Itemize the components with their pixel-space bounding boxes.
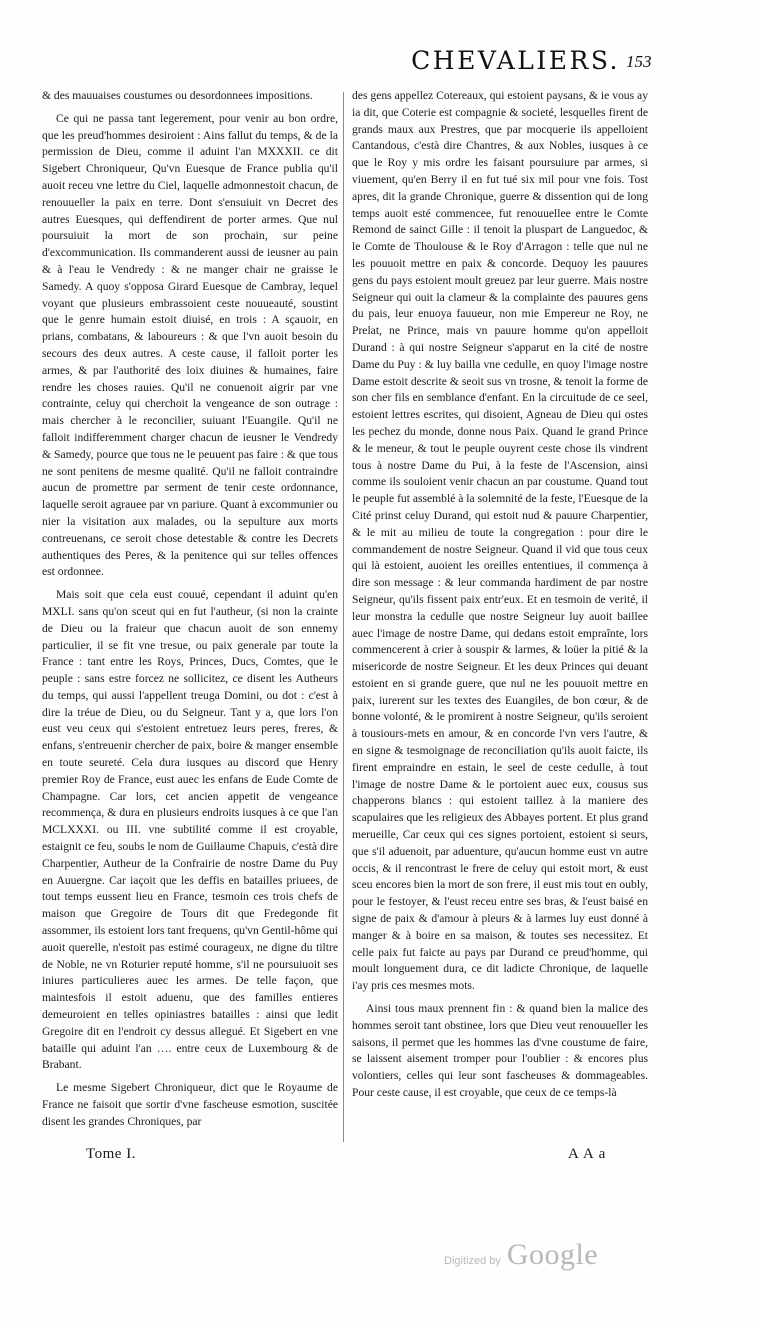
paragraph: des gens appellez Cotereaux, qui estoient paysans, & ie vous ay ia dit, que Coterie est compagnie & societé, lesquelles firent de grands maux aux Prestres, que par mocquerie ils appelloient Cantandous, c'està dire Chantres, & aux Nobles, iusques à ce que le Roy y mis ordre les faisant poursuiure par armes, si viuement, qu'en Berry il en fut tué six mil pour vne fois. Tost apres, dit la grande Chronique, guerre & dissention qui de long temps auoit esté commencee, fut renouuellee entre le Comte Remond de sainct Gille : il tenoit la pluspart de Languedoc, & le Comte de Thoulouse & le Roy d'Arragon : telle que nul ne les pouuoit mettre en paix & concorde. Dequoy les pauures gens du pays estoient moult greuez par leur guerre. Mais nostre Seigneur qui ouit la clameur & la complainte des pauures gens du pais, leur enuoya fauueur, non mie Empereur ne Roy, ne Prelat, ne Prince, mais vn pauure homme qu'on appelloit Durand : à qui nostre Seigneur s'apparut en la cité de nostre Dame du Puy : & luy bailla vne cedulle, en quoy l'image nostre Dame estoit descrite & seoit sus vn trosne, & tenoit la forme de son cher fils en semblance d'enfant. En la circuitude de ce seel, estoient lettres escrites, qui disoient, Agneau de Dieu qui ostes les pechez du monde, donne nous Paix. Quand le grand Prince & le meneur, & tout le peuple ouyrent ceste chose ils vindrent tous à nostre Dame du Pui, à la feste de l'Ascension, ainsi comme ils souloient venir chacun an par coustume. Quand tout le peuple fut assemblé à la solemnité de la feste, l'Euesque de la Cité prinst celuy Durand, qui estoit nud & pauure Charpentier, & le mit au milieu de toute la congregation : pour dire le commandement de nostre Seigneur. Quand il vid que tous ceux qui là estoient, auoient les oreilles ententiues, il commença à dire son message : & leur commanda hardiment de par nostre Seigneur, qu'ils fissent paix entr'eux. Et en tesmoin de verité, il leur monstra la cedulle que nostre Seigneur luy auoit baillee auec l'image de nostre Dame, qui dedans estoit empraînte, lors commencerent à crier à souspir & larmes, & loüer la pitié & la misericorde de nostre Seigneur. Et les deux Princes qui deuant estoient en si grande guere, que nul ne les pouuoit mettre en paix, iurerent sur les textes des Euangiles, de bon cœur, & de bonne volonté, & le promirent à nostre Seigneur, qu'ils seroient à tousiours-mets en amour, & en concorde l'vn vers l'autre, & en signe & tesmoignage de reconciliation qu'ils auoit faicte, ils firent empraindre en estain, le seel de ceste cedulle, à tout l'image de nostre Dame & le portoient auec eux, cousus sus chapperons blancs : qui estoient taillez à la maniere des scapulaires que les religieux des Abbayes portent. Et plus grand merueille, Car ceux qui ces signes portoient, estoient si seurs, que s'il aduenoit, par aduenture, qu'aucun homme eust vn autre occis, & il rencontrast le frere de celuy qui estoit mort, & eust sceu encores bien la mort de son frere, il eust mis tout en oubly, pour le festoyer, & l'eust receu entre ses bras, & l'eust baisé en signe de paix & d'amour à pleurs & à larmes luy eust donné à manger & à boire en sa maison, & toutes ses necessitez. Et celle paix fut faicte au pays par Durand ce preud'homme, qui moult longuement dura, ce dit ladicte Chronique, de laquelle i'ay pris ces mesmes mots. <box>352 89 649 993</box>
paragraph: Ce qui ne passa tant legerement, pour venir au bon ordre, que les preud'hommes desiroient : Ains fallut du temps, & de la permission de Dieu, comme il aduint l'an MXXXII. ce dit Sigebert Chroniqueur, Qu'vn Euesque de France publia qu'il auoit receu vne lettre du Ciel, laquelle admonnestoit chacun, de renouueller la paix en terre. Dont s'ensuiuit vn Decret des autres Euesques, qui deffendirent de porter armes. Que nul poursuiuit la mort de son prochain, sur peine d'excommunication. Ils commanderent aussi de ieusner au pain & à l'eau le Vendredy : & ne manger chair ne graisse le Samedy. A quoy s'opposa Girard Euesque de Cambray, lequel voyant que plusieurs embrassoient ceste nouueauté, soustint que le genre humain estoit diuisé, en trois : A sçauoir, en prians, combatans, & laboureurs : & que l'vn auoit besoin du secours des deux autres. A ceste cause, il falloit porter les armes, & par l'authorité des loix diuines & humaines, faire rendre les choses rauies. Qu'il ne conuenoit aigrir par vne contrainte, celuy qui cherchoit la vengeance de son outrage : mais chercher à le reconcilier, suiuant l'Euangile. Qu'il ne falloit indifferemment charger chacun de ieusner le Vendredy & Samedy, pource que tous ne le peuuent pas faire : & que tous ne sont penitens de mesme qualité. Qu'il ne falloit contraindre aucun de promettre par serment de tenir ceste ordonnance, laquelle seroit agrauee par vn pariure. Quant à excommunier ou nier la visitation aux malades, ou la sepulture aux morts contreuenans, ce seroit chose detestable & contre les Decrets authentiques des Peres, & la penitence qui sur telles offences est ordonnee. <box>42 111 338 579</box>
right-column <box>352 88 648 1108</box>
tome-label: Tome I. <box>86 1146 136 1162</box>
signature-mark: A A a <box>568 1146 607 1162</box>
page-number: 153 <box>626 52 652 71</box>
paragraph: Mais soit que cela eust couué, cependant il aduint qu'en MXLI. sans qu'on sceut qui en fut l'autheur, (si non la crainte de Dieu ou la fraieur que chacun auoit de son ennemy particulier, il se fit vne tresue, ou paix generale par toute la France : tant entre les Roys, Princes, Ducs, Comtes, que le peuple : sans estre forcez ne sollicitez, ce disent les Autheurs du temps, qui aussi l'appellent treuga Domini, ou dot : c'est à dire la tréue de Dieu, ou du Seigneur. Tant y a, que lors l'on eust veu ceux qui s'estoient entretuez leurs peres, freres, & enfans, s'entreuenir chercher de paix, boire & manger ensemble en toute seureté. Cela dura iusques au discord que Henry premier Roy de France, eust auec les enfans de Eude Comte de Champagne. Car lors, cet ancien appetit de vengeance recommença, & dura en plusieurs endroits iusques à ce que l'an MCLXXXI. ou III. vne subtilité comme il est croyable, estaignit ce feu, soubs le nom de Guillaume Chapuis, c'està dire Charpentier, Autheur de la Confrairie de nostre Dame du Puy en Auuergne. Car iaçoit que les deffis en batailles priuees, de tout temps eussent lieu en France, tesmoin ces trois chefs de maison que Gregoire de Tours dit que Fredegonde fit assommer, ils estoient lors tant frequens, qu'vn Gentil-hôme qui auoit querelle, n'estoit pas estimé courageux, ne digne du tiltre de Noble, ne vn Roturier reputé homme, s'il ne poursuiuoit ses iniures particulieres auec les armes. De telle façon, que maintesfois il estoit aduenu, que des familles entieres demeuroient en telles opiniastres batailles : ainsi que ledit Gregoire dit en l'endroit cy dessus allegué. Et Sigebert en vne bataille qui aduint l'an …. entre ceux de Luxembourg & de Brabant. <box>42 588 338 1072</box>
paragraph: Ainsi tous maux prennent fin : & quand bien la malice des hommes seroit tant obstinee, lors que Dieu veut renouueller les saisons, il permet que les hommes las d'vne coustume de faire, se laissent aisement tromper pour l'oublier : & encores plus volontiers, celles qui leur sont fascheuses & dommageables. Pour ceste cause, il est croyable, que ceux de ce temps-là <box>352 1002 648 1100</box>
digitized-by-label: Digitized by <box>444 1255 501 1267</box>
paragraph: & des mauuaises coustumes ou desordonnees impositions. <box>42 89 313 102</box>
left-column <box>42 88 338 1137</box>
column-divider <box>343 92 344 1142</box>
digitization-watermark <box>444 1238 598 1272</box>
google-logo: Google <box>506 1238 599 1271</box>
paragraph: Le mesme Sigebert Chroniqueur, dict que le Royaume de France ne faisoit que sortir d'vne fascheuse esmotion, suscitée disent les grandes Chroniques, par <box>42 1081 338 1128</box>
running-title: CHEVALIERS. <box>411 46 620 75</box>
